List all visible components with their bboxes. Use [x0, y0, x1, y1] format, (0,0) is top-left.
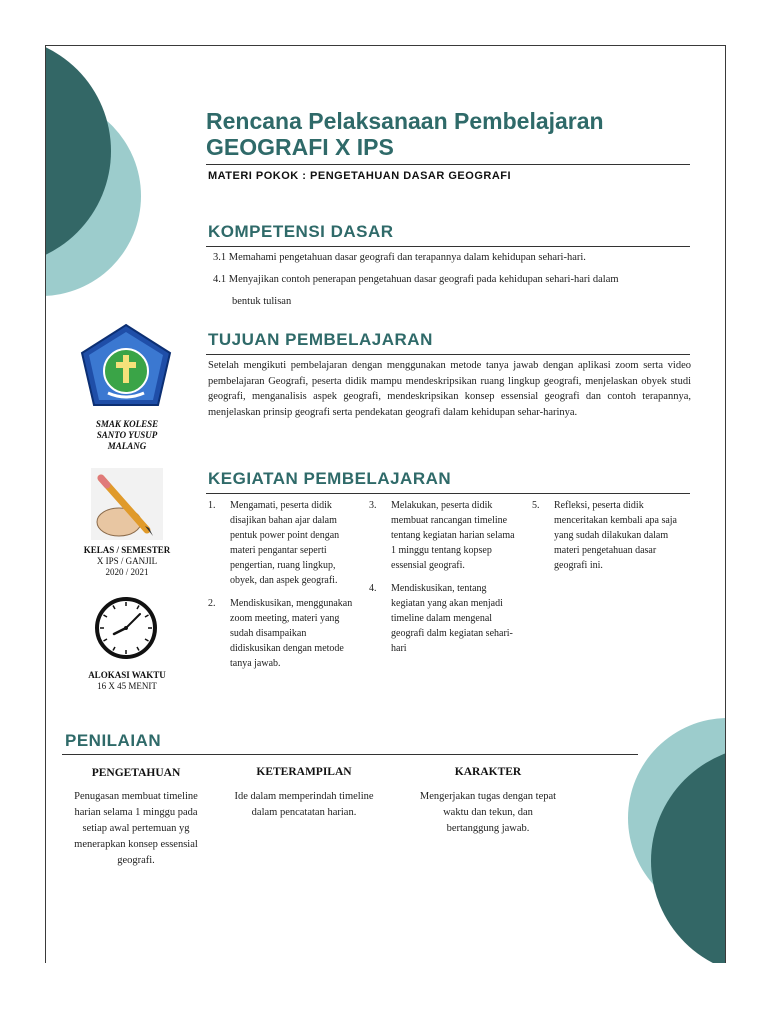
penilaian-body-keterampilan: Ide dalam memperindah timeline dalam pencatatan harian. — [234, 791, 374, 818]
list-number: 2. — [208, 598, 216, 609]
section-divider — [206, 493, 690, 494]
penilaian-head-karakter: KARAKTER — [454, 766, 522, 778]
school-logo — [78, 323, 174, 413]
kompetensi-item: bentuk tulisan — [232, 296, 292, 307]
title-line-2: GEOGRAFI X IPS — [206, 134, 394, 160]
pencil-hand-icon — [91, 468, 163, 540]
list-item — [208, 596, 358, 671]
section-title-penilaian: PENILAIAN — [65, 731, 162, 750]
list-number: 1. — [208, 500, 216, 511]
kegiatan-column-3 — [532, 498, 682, 581]
section-title-tujuan: TUJUAN PEMBELAJARAN — [208, 330, 433, 349]
kelas-label: KELAS / SEMESTER — [83, 545, 171, 555]
tahun-ajaran: 2020 / 2021 — [105, 567, 149, 577]
kelas-value: X IPS / GANJIL — [96, 556, 158, 566]
materi-pokok: MATERI POKOK : PENGETAHUAN DASAR GEOGRAFI — [208, 170, 512, 182]
page-title — [206, 108, 686, 160]
kompetensi-item: 3.1 Memahami pengetahuan dasar geografi dan terapannya dalam kehidupan sehari-hari. — [213, 252, 586, 263]
section-divider — [62, 754, 638, 755]
list-text: Melakukan, peserta didik membuat rancangan timeline tentang kegiatan harian selama 1 minggu tentang kopsep essensial geografi. — [391, 500, 515, 571]
list-number: 4. — [369, 583, 377, 594]
penilaian-body-pengetahuan: Penugasan membuat timeline harian selama 1 minggu pada setiap awal pertemuan yg menerapkan konsep essensial geografi. — [74, 791, 198, 866]
kegiatan-column-2 — [369, 498, 519, 664]
waktu-label: ALOKASI WAKTU — [88, 670, 166, 680]
document-page — [45, 45, 726, 963]
penilaian-head-keterampilan: KETERAMPILAN — [256, 766, 352, 778]
alokasi-waktu — [70, 670, 184, 692]
penilaian-body-karakter: Mengerjakan tugas dengan tepat waktu dan tekun, dan bertanggung jawab. — [419, 791, 557, 834]
section-title-kegiatan: KEGIATAN PEMBELAJARAN — [208, 469, 452, 488]
list-text: Mengamati, peserta didik disajikan bahan ajar dalam pentuk power point dengan materi pengantar seperti pengertian, ruang lingkup, obyek, dan aspek geografi. — [230, 500, 340, 586]
title-divider — [206, 164, 690, 165]
list-item — [208, 498, 358, 588]
school-name: SMAK KOLESE SANTO YUSUP MALANG — [95, 419, 159, 451]
title-line-1: Rencana Pelaksanaan Pembelajaran — [206, 108, 604, 134]
list-text: Mendiskusikan, menggunakan zoom meeting, materi yang sudah disampaikan didiskusikan dengan metode tanya jawab. — [230, 598, 353, 669]
list-text: Mendiskusikan, tentang kegiatan yang akan menjadi timeline dalam mengenal geografi dalm kegiatan sehari-hari — [391, 583, 513, 654]
section-title-kompetensi: KOMPETENSI DASAR — [208, 222, 394, 241]
list-text: Refleksi, peserta didik menceritakan kembali apa saja yang sudah dilakukan dalam materi pengetahuan dasar geografi ini. — [554, 500, 677, 571]
list-item — [369, 581, 519, 656]
penilaian-head-pengetahuan: PENGETAHUAN — [91, 767, 181, 779]
clock-icon — [94, 596, 158, 660]
list-number: 5. — [532, 500, 540, 511]
section-divider — [206, 246, 690, 247]
waktu-value: 16 X 45 MENIT — [97, 681, 157, 691]
list-number: 3. — [369, 500, 377, 511]
list-item — [369, 498, 519, 573]
list-item — [532, 498, 682, 573]
kelas-info — [70, 545, 184, 578]
section-divider — [206, 354, 690, 355]
kompetensi-item: 4.1 Menyajikan contoh penerapan pengetahuan dasar geografi pada kehidupan sehari-hari dalam — [213, 274, 619, 285]
kegiatan-column-1 — [208, 498, 358, 679]
tujuan-paragraph: Setelah mengikuti pembelajaran dengan menggunakan metode tanya jawab dengan aplikasi zoom serta video pembelajaran Geografi, peserta didik mampu mendeskripsikan ruang lingkup geografi, menjelaskan obyek studi geografi, menganalisis aspek geografi, mendeskripsikan konsep essensial geografi dan contoh terapannya, menjelaskan prinsip geografi serta pendekatan geografi dalam kehidupan sehar-harinya. — [208, 360, 691, 418]
